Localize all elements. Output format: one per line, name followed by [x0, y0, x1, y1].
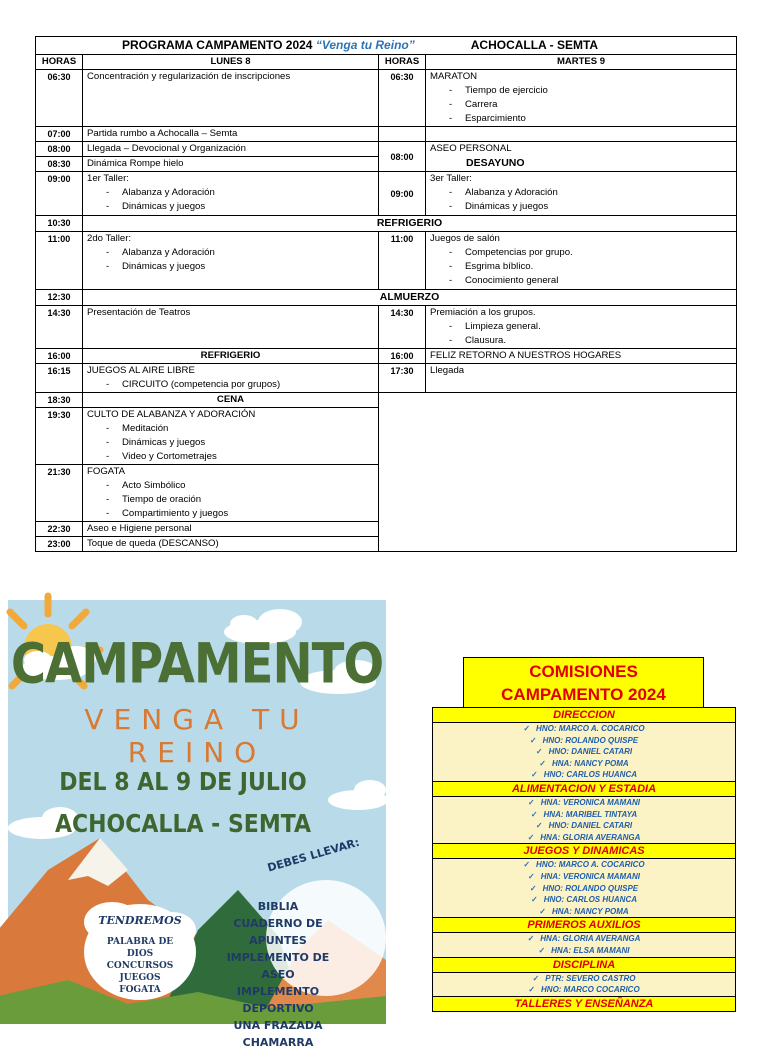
sub-item: - Tiempo de oración	[87, 493, 374, 507]
member-name: HNA: VERONICA MAMANI	[540, 797, 640, 807]
member-name: HNO: MARCO COCARICO	[541, 985, 640, 995]
lunch-banner: ALMUERZO	[83, 290, 737, 306]
commission-header: ALIMENTACION Y ESTADIA	[432, 781, 736, 797]
member-name: HNO: CARLOS HUANCA	[543, 770, 638, 780]
time-cell: 23:00	[36, 537, 83, 552]
sub-item: - Tiempo de ejercicio	[430, 84, 732, 98]
member-name: HNO: DANIEL CATARI	[548, 821, 633, 831]
check-icon: ✓	[528, 797, 535, 807]
sub-item: - Limpieza general.	[430, 320, 732, 334]
sub-item: - Dinámicas y juegos	[87, 260, 374, 274]
commission-member	[432, 871, 736, 883]
sub-item: - Alabanza y Adoración	[87, 186, 374, 200]
time-cell: 06:30	[379, 70, 426, 127]
check-icon: ✓	[528, 871, 535, 881]
day2-header: MARTES 9	[426, 55, 737, 70]
have-item: DIOS	[126, 949, 154, 959]
commission-header: PRIMEROS AUXILIOS	[432, 917, 736, 933]
commission-member	[432, 859, 736, 871]
member-name: HNA: NANCY POMA	[551, 758, 629, 768]
commission-member	[432, 758, 736, 770]
time-cell: 18:30	[36, 393, 83, 408]
member-name: PTR: SEVERO CASTRO	[545, 973, 636, 983]
camp-poster	[8, 600, 386, 1049]
sub-item: - Alabanza y Adoración	[87, 246, 374, 260]
activity-cell: Llegada	[426, 364, 737, 393]
sub-item: - Dinámicas y juegos	[430, 200, 732, 214]
activity-cell: Toque de queda (DESCANSO)	[83, 537, 379, 552]
commission-header: DISCIPLINA	[432, 957, 736, 973]
commissions-panel	[432, 657, 736, 1024]
activity-cell: 2do Taller: - Alabanza y Adoración - Dinámicas y juegos	[83, 232, 379, 290]
sub-item: - Dinámicas y juegos	[87, 436, 374, 450]
time-cell: 09:00	[36, 172, 83, 216]
commission-member	[432, 735, 736, 747]
activity-cell: Premiación a los grupos. - Limpieza general. - Clausura.	[426, 306, 737, 349]
time-cell: 21:30	[36, 465, 83, 522]
sub-item: - Meditación	[87, 422, 374, 436]
check-icon: ✓	[528, 985, 536, 995]
empty-cell	[426, 127, 737, 142]
commission-header: DIRECCION	[432, 707, 736, 723]
sub-item: - Conocimiento general	[430, 274, 732, 288]
have-item: CONCURSOS	[106, 961, 174, 971]
time-cell: 08:30	[36, 157, 83, 172]
member-name: HNO: ROLANDO QUISPE	[542, 883, 639, 893]
bring-item: CHAMARRA	[242, 1036, 314, 1049]
member-name: HNA: ELSA MAMANI	[551, 945, 630, 955]
schedule-title-quote: “Venga tu Reino”	[315, 38, 415, 52]
have-item: JUEGOS	[119, 973, 161, 983]
member-name: HNA: GLORIA AVERANGA	[540, 832, 641, 842]
sub-item: - Alabanza y Adoración	[430, 186, 732, 200]
activity-cell: FOGATA - Acto Simbólico - Tiempo de oración - Compartimiento y juegos	[83, 465, 379, 522]
time-cell: 11:00	[36, 232, 83, 290]
commission-member	[432, 723, 736, 735]
member-name: HNO: MARCO A. COCARICO	[536, 724, 645, 733]
sub-item: - Compartimiento y juegos	[87, 507, 374, 521]
have-title: TENDREMOS	[98, 914, 182, 927]
commission-member	[432, 933, 736, 945]
sub-item: - Esgrima bíblico.	[430, 260, 732, 274]
activity-cell: 3er Taller: - Alabanza y Adoración - Dinámicas y juegos	[426, 172, 737, 216]
commission-member	[432, 894, 736, 906]
activity-cell: Presentación de Teatros	[83, 306, 379, 349]
check-icon: ✓	[523, 724, 531, 733]
bring-item: CUADERNO DE APUNTES	[233, 917, 323, 947]
have-item: FOGATA	[119, 985, 161, 995]
check-icon: ✓	[532, 973, 540, 983]
breakfast-label: DESAYUNO	[466, 157, 525, 169]
member-name: HNO: CARLOS HUANCA	[543, 895, 638, 905]
empty-cell	[379, 127, 426, 142]
bring-list	[213, 898, 343, 1051]
poster-place: ACHOCALLA - SEMTA	[54, 810, 312, 839]
member-name: HNA: GLORIA AVERANGA	[540, 934, 641, 944]
schedule-title-place: ACHOCALLA - SEMTA	[470, 38, 599, 52]
sub-item: - Esparcimiento	[430, 112, 732, 126]
activity-cell: 1er Taller: - Alabanza y Adoración - Dinámicas y juegos	[83, 172, 379, 216]
time-cell: 22:30	[36, 522, 83, 537]
sub-item: - Carrera	[430, 98, 732, 112]
poster-title: CAMPAMENTO	[10, 631, 384, 697]
activity-cell: FELIZ RETORNO A NUESTROS HOGARES	[426, 349, 737, 364]
activity-cell: Dinámica Rompe hielo	[83, 157, 379, 172]
time-cell: 19:30	[36, 408, 83, 465]
check-icon: ✓	[529, 883, 537, 893]
time-cell: 14:30	[379, 306, 426, 349]
time-cell: 14:30	[36, 306, 83, 349]
check-icon: ✓	[539, 906, 546, 916]
activity-cell: ASEO PERSONAL DESAYUNO	[426, 142, 737, 172]
activity-cell: CULTO DE ALABANZA Y ADORACIÓN - Meditación - Dinámicas y juegos - Video y Cortometrajes	[83, 408, 379, 465]
commission-header: TALLERES Y ENSEÑANZA	[432, 996, 736, 1012]
member-name: HNA: MARIBEL TINTAYA	[543, 809, 638, 819]
commission-member	[432, 883, 736, 895]
time-cell: 08:00	[36, 142, 83, 157]
commission-member	[432, 746, 736, 758]
day1-header: LUNES 8	[83, 55, 379, 70]
commission-member	[432, 906, 736, 918]
time-cell: 17:30	[379, 364, 426, 393]
schedule-title: PROGRAMA CAMPAMENTO 2024 “Venga tu Reino” ACHOCALLA - SEMTA	[36, 37, 737, 55]
bring-item: IMPLEMENTO DEPORTIVO	[236, 985, 320, 1015]
sub-item: - Competencias por grupo.	[430, 246, 732, 260]
sub-item: - Clausura.	[430, 334, 732, 348]
activity-cell: Juegos de salón - Competencias por grupo. - Esgrima bíblico. - Conocimiento general	[426, 232, 737, 290]
commission-member	[432, 984, 736, 996]
commission-member	[432, 945, 736, 957]
time-cell: 16:15	[36, 364, 83, 393]
commissions-title: COMISIONES CAMPAMENTO 2024	[463, 657, 704, 708]
commissions-list	[432, 707, 736, 1012]
time-cell: 08:00	[379, 142, 426, 172]
time-cell: 06:30	[36, 70, 83, 127]
check-icon: ✓	[529, 735, 537, 745]
activity-cell: Llegada – Devocional y Organización	[83, 142, 379, 157]
commission-member	[432, 973, 736, 985]
member-name: HNO: ROLANDO QUISPE	[542, 735, 639, 745]
time-cell: 11:00	[379, 232, 426, 290]
check-icon: ✓	[535, 747, 543, 757]
member-name: HNO: MARCO A. COCARICO	[536, 860, 645, 870]
commission-member	[432, 797, 736, 809]
time-cell: 10:30	[36, 216, 83, 232]
poster-dates: DEL 8 AL 9 DE JULIO	[59, 768, 307, 797]
activity-cell: Partida rumbo a Achocalla – Semta	[83, 127, 379, 142]
bring-item: IMPLEMENTO DE ASEO	[226, 951, 330, 981]
time-cell: 12:30	[36, 290, 83, 306]
check-icon: ✓	[523, 860, 531, 870]
member-name: HNO: DANIEL CATARI	[548, 747, 633, 757]
activity-cell: CENA	[83, 393, 379, 408]
sub-item: - Video y Cortometrajes	[87, 450, 374, 464]
check-icon: ✓	[535, 821, 543, 831]
sub-item: - CIRCUITO (competencia por grupos)	[87, 378, 374, 392]
hours-header: HORAS	[36, 55, 83, 70]
commission-header: JUEGOS Y DINAMICAS	[432, 843, 736, 859]
bring-item: UNA FRAZADA	[233, 1019, 323, 1032]
poster-subtitle: VENGA TU REINO	[84, 703, 310, 769]
empty-area	[379, 393, 737, 552]
hours-header: HORAS	[379, 55, 426, 70]
sub-item: - Acto Simbólico	[87, 479, 374, 493]
activity-cell: Concentración y regularización de inscripciones	[83, 70, 379, 127]
commission-member	[432, 820, 736, 832]
member-name: HNA: VERONICA MAMANI	[540, 871, 640, 881]
sub-item: - Dinámicas y juegos	[87, 200, 374, 214]
activity-cell: REFRIGERIO	[83, 349, 379, 364]
member-name: HNA: NANCY POMA	[551, 906, 629, 916]
have-list	[90, 936, 190, 996]
time-cell: 09:00	[379, 172, 426, 216]
time-cell: 16:00	[36, 349, 83, 364]
activity-cell: Aseo e Higiene personal	[83, 522, 379, 537]
commission-member	[432, 832, 736, 844]
time-cell: 07:00	[36, 127, 83, 142]
schedule-table	[35, 36, 737, 552]
check-icon: ✓	[527, 934, 535, 944]
activity-cell: JUEGOS AL AIRE LIBRE - CIRCUITO (competencia por grupos)	[83, 364, 379, 393]
snack-banner: REFRIGERIO	[83, 216, 737, 232]
check-icon: ✓	[539, 758, 546, 768]
bring-title: DEBES LLEVAR:	[266, 835, 361, 875]
check-icon: ✓	[530, 895, 538, 905]
check-icon: ✓	[527, 832, 535, 842]
have-item: PALABRA DE	[106, 937, 174, 947]
check-icon: ✓	[538, 945, 546, 955]
commission-member	[432, 809, 736, 821]
time-cell: 16:00	[379, 349, 426, 364]
check-icon: ✓	[530, 770, 538, 780]
activity-cell: MARATON - Tiempo de ejercicio - Carrera - Esparcimiento	[426, 70, 737, 127]
check-icon: ✓	[530, 809, 538, 819]
commission-member	[432, 769, 736, 781]
bring-item: BIBLIA	[257, 900, 299, 913]
